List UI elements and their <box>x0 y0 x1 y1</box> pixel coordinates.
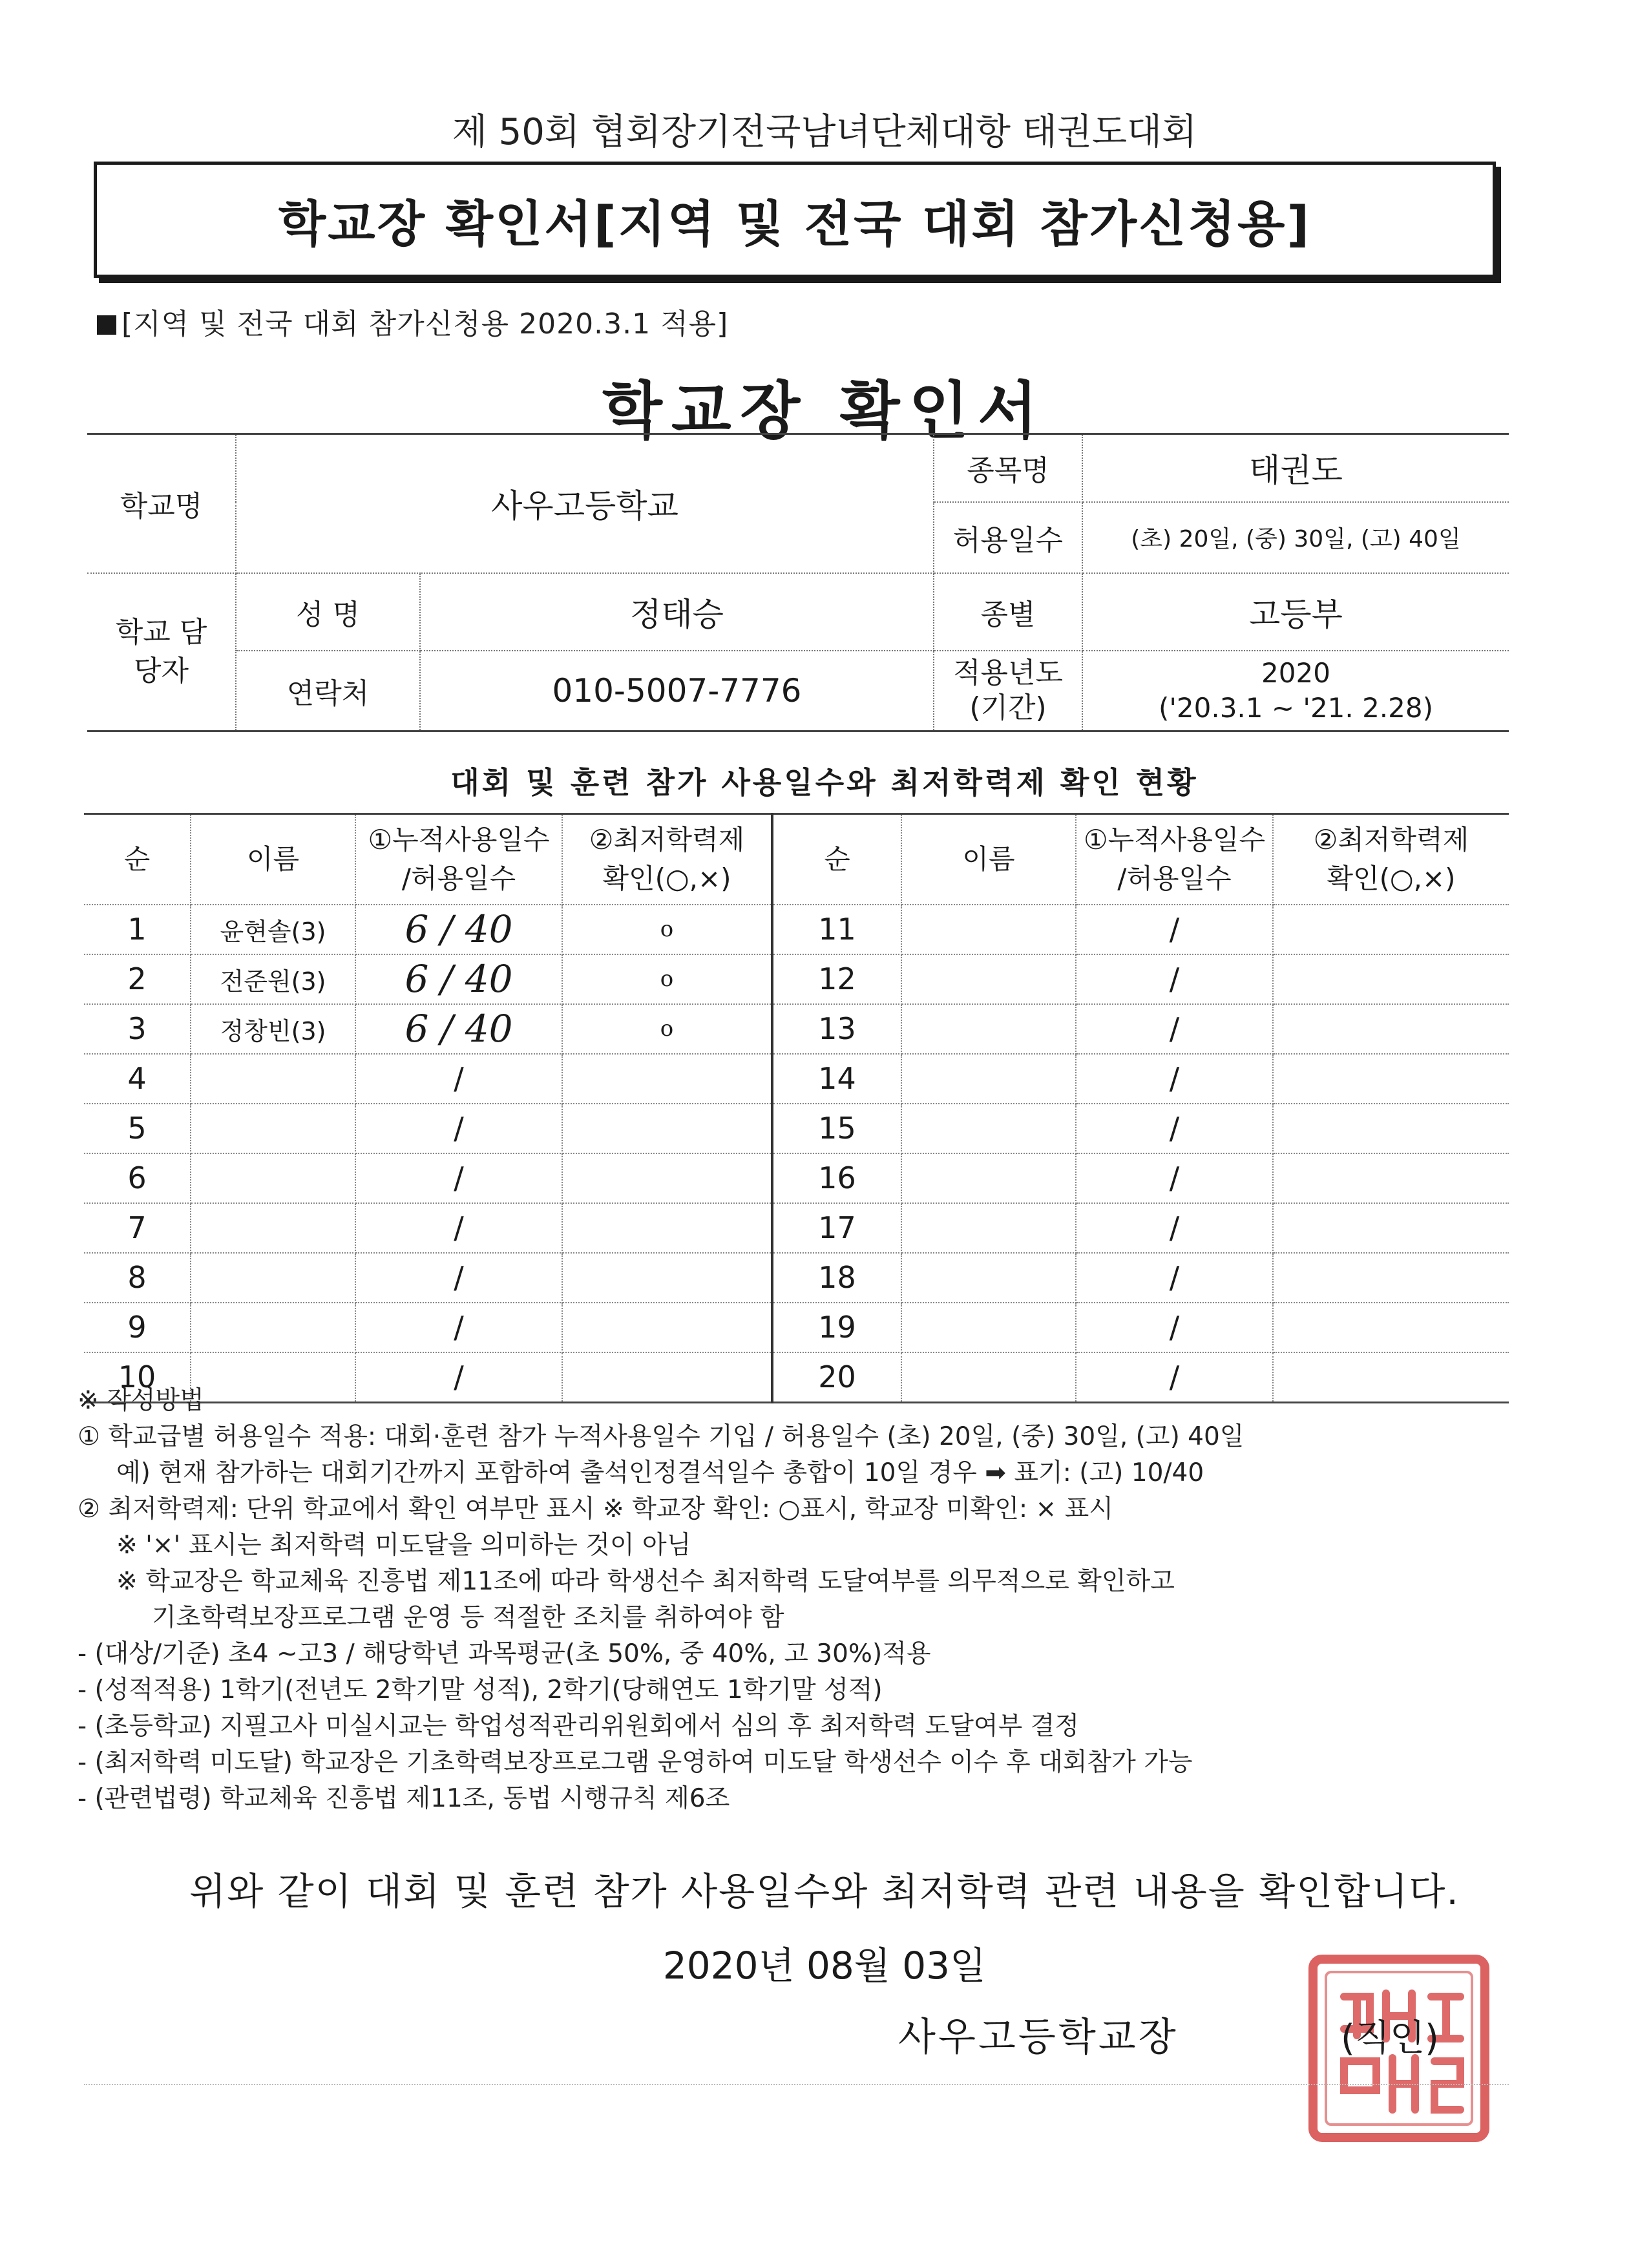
col-header-days <box>355 814 562 905</box>
summary-title: 대회 및 훈련 참가 사용일수와 최저학력제 확인 현황 <box>450 765 1199 800</box>
row-name-2 <box>901 1203 1076 1253</box>
row-days-2: / <box>1076 1153 1273 1203</box>
col-header-no-2: 순 <box>772 814 901 905</box>
table-row <box>84 1253 1509 1303</box>
row-no: 6 <box>84 1153 191 1203</box>
row-days-2: / <box>1076 1303 1273 1352</box>
detail-grades: - (성적적용) 1학기(전년도 2학기말 성적), 2학기(당해연도 1학기말 성적) <box>78 1675 883 1705</box>
instructions <box>78 1383 1531 1817</box>
row-name: 정창빈(3) <box>191 1004 355 1054</box>
row-name <box>191 1153 355 1203</box>
instructions-heading: ※ 작성방법 <box>78 1386 204 1415</box>
row-days-2: / <box>1076 954 1273 1004</box>
sport-value: 태권도 <box>1082 434 1509 502</box>
row-days: / <box>355 1352 562 1403</box>
detail-target: - (대상/기준) 초4 ~고3 / 해당학년 과목평균(초 50%, 중 40%, 고 30%)적용 <box>78 1639 931 1668</box>
row-check-2 <box>1273 1004 1509 1054</box>
row-name <box>191 1054 355 1104</box>
applied-year-value <box>1082 651 1509 731</box>
contest-title: 제 50회 협회장기전국남녀단체대항 태권도대회 <box>452 111 1197 153</box>
row-days: 6 / 40 <box>355 954 562 1004</box>
row-no: 2 <box>84 954 191 1004</box>
allowed-days-value: (초) 20일, (중) 30일, (고) 40일 <box>1082 502 1509 573</box>
row-days: / <box>355 1203 562 1253</box>
row-no-2: 13 <box>772 1004 901 1054</box>
row-days: / <box>355 1104 562 1153</box>
signer-title: 사우고등학교장 <box>898 2015 1179 2060</box>
row-check-2 <box>1273 1303 1509 1352</box>
row-name-2 <box>901 1153 1076 1203</box>
allowed-days-label: 허용일수 <box>934 502 1082 573</box>
box-title: 학교장 확인서[지역 및 전국 대회 참가신청용] <box>278 194 1312 253</box>
confirmation-statement: 위와 같이 대회 및 훈련 참가 사용일수와 최저학력 관련 내용을 확인합니다. <box>189 1869 1460 1913</box>
col-header-check-line1: ②최저학력제 <box>589 823 745 856</box>
applied-year-value-line2: ('20.3.1 ~ '21. 2.28) <box>1158 691 1433 724</box>
row-no: 4 <box>84 1054 191 1104</box>
school-name-value: 사우고등학교 <box>236 434 934 573</box>
row-check: o <box>562 905 772 954</box>
row-check <box>562 1104 772 1153</box>
row-no: 8 <box>84 1253 191 1303</box>
document-title-box <box>94 162 1496 278</box>
row-days-2: / <box>1076 1203 1273 1253</box>
col-header-check-line2: 확인(○,×) <box>602 862 731 894</box>
row-no-2: 14 <box>772 1054 901 1104</box>
row-days: / <box>355 1303 562 1352</box>
row-days-2: / <box>1076 1253 1273 1303</box>
row-no-2: 17 <box>772 1203 901 1253</box>
col-header-name-2: 이름 <box>901 814 1076 905</box>
row-days-2: / <box>1076 1104 1273 1153</box>
col-header-check-2-line1: ②최저학력제 <box>1313 823 1469 856</box>
detail-elementary: - (초등학교) 지필고사 미실시교는 학업성적관리위원회에서 심의 후 최저학력 도달여부 결정 <box>78 1712 1080 1741</box>
instruction-law-note: ※ 학교장은 학교체육 진흥법 제11조에 따라 학생선수 최저학력 도달여부를 의무적으로 확인하고 <box>116 1567 1175 1596</box>
col-header-check-2 <box>1273 814 1509 905</box>
row-check-2 <box>1273 1153 1509 1203</box>
row-name-2 <box>901 1004 1076 1054</box>
row-check-2 <box>1273 905 1509 954</box>
row-no-2: 16 <box>772 1153 901 1203</box>
row-days-2: / <box>1076 1352 1273 1403</box>
row-name: 전준원(3) <box>191 954 355 1004</box>
row-check-2 <box>1273 1104 1509 1153</box>
row-name <box>191 1303 355 1352</box>
row-no-2: 11 <box>772 905 901 954</box>
col-header-days-2-line1: ①누적사용일수 <box>1083 823 1266 856</box>
detail-below-minimum: - (최저학력 미도달) 학교장은 기초학력보장프로그램 운영하여 미도달 학생선수 이수 후 대회참가 가능 <box>78 1748 1193 1777</box>
category-value: 고등부 <box>1082 573 1509 651</box>
contact-value: 010-5007-7776 <box>420 651 934 731</box>
table-row <box>84 905 1509 954</box>
row-name <box>191 1104 355 1153</box>
table-row <box>84 1054 1509 1104</box>
school-name-label: 학교명 <box>87 434 236 573</box>
instruction-2: ② 최저학력제: 단위 학교에서 확인 여부만 표시 ※ 학교장 확인: ○표시, 학교장 미확인: × 표시 <box>78 1495 1113 1524</box>
manager-name-value: 정태승 <box>420 573 934 651</box>
col-header-days-2-line2: /허용일수 <box>1117 862 1232 894</box>
col-header-days-line1: ①누적사용일수 <box>368 823 550 856</box>
row-no: 1 <box>84 905 191 954</box>
row-name-2 <box>901 954 1076 1004</box>
row-check <box>562 1054 772 1104</box>
instruction-law-note-cont: 기초학력보장프로그램 운영 등 적절한 조치를 취하여야 함 <box>152 1603 784 1632</box>
table-row <box>84 954 1509 1004</box>
col-header-days-2 <box>1076 814 1273 905</box>
row-no: 10 <box>84 1352 191 1403</box>
applied-year-value-line1: 2020 <box>1261 656 1330 689</box>
row-no-2: 19 <box>772 1303 901 1352</box>
row-no: 3 <box>84 1004 191 1054</box>
row-check: o <box>562 1004 772 1054</box>
row-name-2 <box>901 905 1076 954</box>
row-name <box>191 1253 355 1303</box>
row-check: o <box>562 954 772 1004</box>
row-check <box>562 1253 772 1303</box>
instruction-1-example: 예) 현재 참가하는 대회기간까지 포함하여 출석인정결석일수 총합이 10일 경우 ➡ 표기: (고) 10/40 <box>116 1458 1204 1487</box>
row-no-2: 20 <box>772 1352 901 1403</box>
row-days-2: / <box>1076 1054 1273 1104</box>
row-days: / <box>355 1153 562 1203</box>
row-check-2 <box>1273 954 1509 1004</box>
row-days: 6 / 40 <box>355 905 562 954</box>
row-days-2: / <box>1076 905 1273 954</box>
document-title: 학교장 확인서 <box>602 375 1047 447</box>
row-days: / <box>355 1253 562 1303</box>
instruction-2-note: ※ '×' 표시는 최저학력 미도달을 의미하는 것이 아님 <box>116 1531 691 1560</box>
row-check-2 <box>1273 1054 1509 1104</box>
school-info-table <box>87 433 1509 732</box>
row-check-2 <box>1273 1203 1509 1253</box>
applied-year-label-line1: 적용년도 <box>952 656 1063 689</box>
col-header-check <box>562 814 772 905</box>
application-note <box>97 300 728 342</box>
manager-name-label: 성 명 <box>236 573 420 651</box>
row-no: 5 <box>84 1104 191 1153</box>
signature-date: 2020년 08월 03일 <box>662 1944 987 1988</box>
applied-year-label-line2: (기간) <box>969 691 1047 724</box>
square-bullet-icon <box>97 315 116 335</box>
row-days: / <box>355 1054 562 1104</box>
col-header-check-2-line2: 확인(○,×) <box>1327 862 1456 894</box>
table-row <box>84 1004 1509 1054</box>
category-label: 종별 <box>934 573 1082 651</box>
row-check <box>562 1303 772 1352</box>
seal-label: (직인) <box>1341 2017 1439 2059</box>
bottom-divider <box>84 2084 1509 2085</box>
participation-table <box>84 813 1509 1403</box>
row-no-2: 15 <box>772 1104 901 1153</box>
contact-label: 연락처 <box>236 651 420 731</box>
row-no-2: 18 <box>772 1253 901 1303</box>
table-row <box>84 1203 1509 1253</box>
row-name-2 <box>901 1104 1076 1153</box>
table-header-row <box>84 814 1509 905</box>
col-header-name: 이름 <box>191 814 355 905</box>
application-note-text: [지역 및 전국 대회 참가신청용 2020.3.1 적용] <box>121 308 729 341</box>
applied-year-label <box>934 651 1082 731</box>
row-check <box>562 1203 772 1253</box>
table-row <box>84 1153 1509 1203</box>
row-days: 6 / 40 <box>355 1004 562 1054</box>
row-name <box>191 1203 355 1253</box>
row-no: 7 <box>84 1203 191 1253</box>
row-check-2 <box>1273 1253 1509 1303</box>
col-header-days-line2: /허용일수 <box>401 862 516 894</box>
row-no: 9 <box>84 1303 191 1352</box>
row-no-2: 12 <box>772 954 901 1004</box>
col-header-no: 순 <box>84 814 191 905</box>
sport-label: 종목명 <box>934 434 1082 502</box>
detail-related-law: - (관련법령) 학교체육 진흥법 제11조, 동법 시행규칙 제6조 <box>78 1784 730 1813</box>
instruction-1: ① 학교급별 허용일수 적용: 대회·훈련 참가 누적사용일수 기입 / 허용일수 (초) 20일, (중) 30일, (고) 40일 <box>78 1422 1245 1451</box>
row-name-2 <box>901 1253 1076 1303</box>
row-days-2: / <box>1076 1004 1273 1054</box>
school-manager-label: 학교 담당자 <box>87 573 236 731</box>
table-row <box>84 1303 1509 1352</box>
row-name-2 <box>901 1303 1076 1352</box>
row-check <box>562 1153 772 1203</box>
row-name-2 <box>901 1054 1076 1104</box>
row-name: 윤현솔(3) <box>191 905 355 954</box>
table-row <box>84 1104 1509 1153</box>
